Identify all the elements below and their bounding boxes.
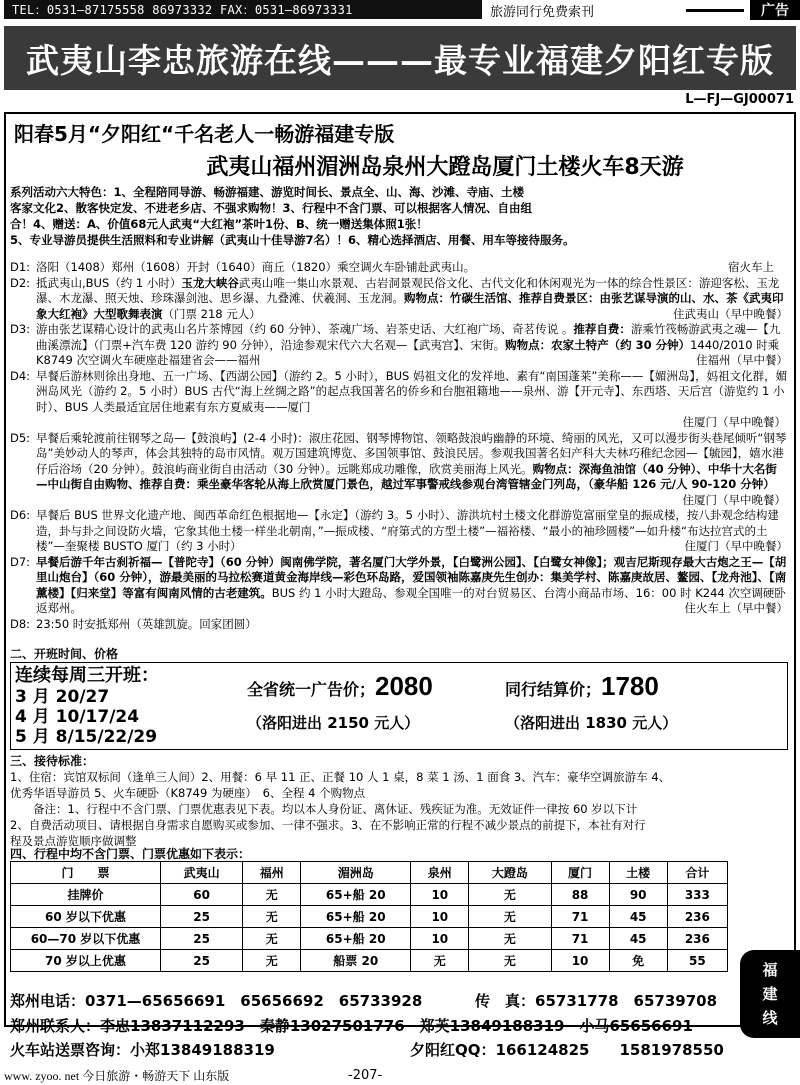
- table-cell: 71: [551, 928, 609, 950]
- train-label: 火车站送票咨询：: [10, 1041, 131, 1059]
- day-lodging: 住厦门（早中晚餐）: [682, 492, 786, 507]
- day-6: [10, 508, 788, 555]
- table-cell: 70 岁以上优惠: [11, 950, 161, 972]
- day-7: [10, 555, 788, 617]
- table-row: [11, 928, 728, 950]
- table-cell: 免: [609, 950, 667, 972]
- optional-note: 推荐自费：: [573, 322, 631, 336]
- table-cell: 90: [609, 884, 667, 906]
- itinerary: [10, 260, 788, 632]
- qq-label: 夕阳红QQ：: [410, 1041, 496, 1059]
- shopping-note: 购物点：深海鱼油馆（40 分钟）、中华十大名街—中山街自由购物、推荐自费：乘坐豪华客轮从海上欣赏厦门景色，越过军事警戒线参观台湾管辖金门列岛，（豪华船 126 元/人 90-120 分钟）: [36, 461, 777, 491]
- day-label: D3:: [10, 322, 31, 336]
- table-row: [11, 906, 728, 928]
- table-cell: 236: [667, 906, 727, 928]
- table-cell: 无: [469, 906, 551, 928]
- qq-group: [410, 1039, 724, 1060]
- day-lodging: 住厦门（早中晚餐）: [684, 539, 788, 553]
- day-text: （门票 218 元人）: [162, 306, 261, 321]
- retail-price-block: [247, 671, 433, 733]
- phone-numbers: 0371—65656691 65656692 65733928: [85, 992, 423, 1010]
- section-heading: 二、开班时间、价格: [10, 647, 119, 661]
- day-label: D8:: [10, 616, 31, 631]
- feature-line: 客家文化2、散客快定发、不进老乡店、不强求购物！3、行程中不含门票、可以根据客人情况、自由组: [10, 201, 532, 215]
- standard-line: 1、住宿：宾馆双标间（逢单三人间）2、用餐：6 早 11 正、正餐 10 人 1 桌，8 菜 1 汤、1 面食 3、汽车：豪华空调旅游车 4、: [10, 770, 671, 784]
- trade-price-note: （洛阳进出 1830 元人）: [505, 714, 678, 732]
- table-cell: 无: [243, 928, 301, 950]
- table-cell: 65+船 20: [301, 928, 411, 950]
- page-number: -207-: [348, 1068, 383, 1083]
- schedule-date: 5 月 8/15/22/29: [15, 727, 158, 747]
- train-contact: 小郑13849188319: [130, 1041, 275, 1059]
- phone-label: 郑州电话：: [10, 992, 86, 1010]
- standard-line: 优秀华语导游员 5、火车硬卧（K8749 为硬座） 6、全程 4 个购物点: [10, 786, 366, 800]
- table-cell: 10: [411, 884, 469, 906]
- day-label: D1:: [10, 260, 31, 274]
- table-cell: 65+船 20: [301, 884, 411, 906]
- table-cell: 无: [243, 884, 301, 906]
- service-standards: [10, 769, 788, 849]
- side-tab-char: 建: [762, 985, 778, 1003]
- table-cell: 65+船 20: [301, 906, 411, 928]
- trade-price-label: 同行结算价；: [505, 680, 602, 699]
- table-cell: 25: [161, 928, 243, 950]
- day-text: 早餐后乘轮渡前往钢琴之岛—【鼓浪屿】(2-4 小时)：淑庄花园、钢琴博物馆、领略鼓浪屿幽静的环境、绮丽的风光，又可以漫步街头巷尾倾听“钢琴岛”美妙动人的琴声，体会其独特的岛市风情。观万国建筑博览、多国领事馆、鼓浪民居。参观我国著名妇产科大夫林巧稚纪念园—【毓园】，嬉水港仔后浴场（20 分钟）。鼓浪屿商业街自由活动（30 分钟）。远眺郑成功雕像，欣赏美丽海上风光。: [36, 430, 787, 476]
- day-text: 早餐后游林则徐出身地、五一广场、【西湖公园】（游约 2。5 小时），BUS 妈祖文化的发祥地、素有“南国蓬莱”美称——【媚洲岛】，妈祖文化群，媚洲岛风光（游约 2。5 小时）BUS 古代“海上丝绸之路”的起点我国著名的侨乡和台胞祖籍地——泉州、游【开元寺】、东西塔、天后宫（游览约 1 小时）、BUS 人类最适宜居住地素有东方夏威夷——厦门: [36, 368, 788, 414]
- footer-train-line: [10, 1039, 730, 1060]
- day-text: 游由张艺谋精心设计的武夷山名片茶博园（约 60 分钟）、茶魂广场、岩茶史话、大红袍广场、奇茗传说 。: [36, 322, 574, 336]
- schedule-dates: [15, 665, 237, 747]
- table-cell: 10: [551, 950, 609, 972]
- table-cell: 71: [551, 906, 609, 928]
- table-cell: 无: [243, 950, 301, 972]
- day-4: [10, 369, 788, 431]
- day-lodging: 住武夷山（早中晚餐）: [673, 306, 788, 321]
- fax-group: [475, 990, 717, 1011]
- shopping-note: 购物点：竹碳生活馆、推荐自费景区：: [404, 291, 600, 305]
- day-8: [10, 617, 788, 633]
- route-code: L—FJ—GJ00071: [685, 92, 794, 107]
- standard-line: 2、自费活动项目、请根据自身需求自愿购买或参加、一律不强求。3、在不影响正常的行程不减少景点的前提下，本社有对行: [10, 818, 646, 832]
- table-cell: 无: [243, 906, 301, 928]
- optional-show: 由张艺谋导演的山、水、茶《武夷印象大红袍》大型歌舞表演: [36, 291, 784, 321]
- table-header: 福州: [243, 862, 301, 884]
- table-header: 门 票: [11, 862, 161, 884]
- day-text: 游乘竹筏畅游武夷之魂—【九曲溪漂流】（门票+汽车费 120 游约 90 分钟），沿途参观宋代六大名观—【武夷宫】、宋街。: [36, 322, 781, 352]
- day-label: D6:: [10, 508, 31, 522]
- table-header: 大蹬岛: [469, 862, 551, 884]
- day-2: [10, 276, 788, 323]
- fax-label: 传 真：: [475, 992, 536, 1010]
- retail-price: 2080: [375, 671, 433, 701]
- table-cell: 10: [411, 928, 469, 950]
- side-tab-char: 福: [762, 961, 778, 979]
- table-header: 泉州: [411, 862, 469, 884]
- tour-title-line2: 武夷山福州湄洲岛泉州大蹬岛厦门土楼火车8天游: [206, 155, 684, 180]
- footer-phone-line: [10, 990, 730, 1011]
- trade-price: 1780: [601, 671, 659, 701]
- schedule-box: [10, 662, 788, 750]
- tour-title-line1: 阳春5月“夕阳红“千名老人一畅游福建专版: [14, 122, 395, 146]
- retail-price-note: （洛阳进出 2150 元人）: [247, 714, 420, 732]
- ad-tag: 广告: [750, 0, 800, 20]
- day-text: 1440/2010 时乘 K8749 次空调火车硬座赴福建省会——福州: [36, 337, 780, 367]
- contacts-label: 郑州联系人：: [10, 1017, 101, 1035]
- table-cell: 25: [161, 906, 243, 928]
- table-cell: 45: [609, 928, 667, 950]
- ad-label-area: [686, 0, 800, 20]
- feature-line: 5、专业导游员提供生活照料和专业讲解（武夷山十佳导游7名）！6、精心选择酒店、用餐、用车等接待服务。: [10, 233, 575, 247]
- table-cell: 55: [667, 950, 727, 972]
- header-contact: TEL：0531—87175558 86973332 FAX：0531—86973331: [4, 0, 482, 19]
- scenic-spot: 玉龙大峡谷: [181, 275, 239, 290]
- day-lodging: 住火车上（早中餐）: [684, 601, 788, 615]
- day-label: D4:: [10, 368, 31, 383]
- day-text: BUS 约 1 小时大蹬岛、参观全国唯一的对台贸易区、台湾小商品市场、16：00 时 K244 次空调硬卧返郑州。: [36, 585, 786, 615]
- schedule-date: 3 月 20/27: [15, 687, 110, 707]
- divider: [686, 9, 744, 12]
- standard-line: 程及景点游览顺序做调整: [10, 834, 137, 848]
- table-cell: 挂牌价: [11, 884, 161, 906]
- side-tab-char: 线: [762, 1009, 778, 1027]
- day-1: [10, 260, 788, 276]
- table-header: 湄洲岛: [301, 862, 411, 884]
- contacts: 李忠13837112293 秦静13027501776 郑芙13849188319 小马65656691: [100, 1017, 693, 1035]
- fax-numbers: 65731778 65739708: [535, 992, 718, 1010]
- day-text: 早餐后游千年古刹祈福—【普陀寺】（60 分钟）闽南佛学院，著名厦门大学外景，【白鹭洲公园】、【白鹭女神像】；观吉尼斯现存最大古炮之王—【胡里山炮台】（60 分钟），游最美丽的马拉松赛道黄金海岸线—彩色环岛路，爱国领袖陈嘉庚先生创办：集美学村、陈嘉庚故居、鳌园、【龙舟池】、【南薰楼】【归来堂】等富有闽南风情的古老建筑。: [36, 554, 787, 600]
- table-header: 合计: [667, 862, 727, 884]
- section-heading: 四、行程中均不含门票、门票优惠如下表示：: [10, 847, 251, 861]
- day-label: D7:: [10, 554, 31, 569]
- feature-line: 合！4、赠送：A、价值68元人武夷“大红袍”茶叶1份、B、统一赠送集体照1张！: [10, 217, 428, 231]
- trade-price-block: [505, 671, 677, 733]
- table-cell: 60: [161, 884, 243, 906]
- standard-line: 备注：1、行程中不含门票、门票优惠表见下表。均以本人身份证、离休证、残疾证为准。无效证件一律按 60 岁以下计: [10, 802, 638, 816]
- top-bar: [0, 0, 800, 22]
- table-cell: 60 岁以下优惠: [11, 906, 161, 928]
- day-lodging: 住福州（早中餐）: [696, 353, 788, 367]
- shopping-note: 购物点：农家土特产（约 30 分钟）: [505, 337, 691, 352]
- table-cell: 无: [469, 884, 551, 906]
- table-header: 土楼: [609, 862, 667, 884]
- table-cell: 船票 20: [301, 950, 411, 972]
- table-row: [11, 884, 728, 906]
- banner-title: 武夷山李忠旅游在线———最专业福建夕阳红专版: [4, 26, 796, 90]
- table-cell: 10: [411, 906, 469, 928]
- retail-price-label: 全省统一广告价；: [247, 680, 376, 699]
- day-text: 抵武夷山,BUS（约 1 小时）: [36, 275, 182, 290]
- table-header-row: [11, 862, 728, 884]
- ticket-table: [10, 861, 728, 972]
- table-cell: 无: [411, 950, 469, 972]
- day-text: 洛阳（1408）郑州（1608）开封（1640）商丘（1820）乘空调火车卧铺赴武夷山。: [36, 260, 476, 274]
- feature-list: [10, 184, 788, 248]
- table-cell: 333: [667, 884, 727, 906]
- table-cell: 236: [667, 928, 727, 950]
- day-lodging: 宿火车上: [728, 260, 774, 274]
- day-text: 23:50 时安抵郑州（英雄凯旋。回家团圆）: [36, 616, 257, 631]
- schedule-heading: 连续每周三开班：: [15, 665, 159, 686]
- table-cell: 45: [609, 906, 667, 928]
- section-heading: 三、接待标准：: [10, 754, 95, 768]
- day-lodging: 住厦门（早中晚餐）: [682, 415, 786, 429]
- side-tab-fujian-line: [740, 950, 800, 1038]
- day-label: D5:: [10, 430, 31, 445]
- table-cell: 60—70 岁以下优惠: [11, 928, 161, 950]
- day-label: D2:: [10, 275, 31, 290]
- day-5: [10, 431, 788, 509]
- table-header: 厦门: [551, 862, 609, 884]
- table-cell: 无: [469, 950, 551, 972]
- qq-numbers: 166124825 1581978550: [495, 1041, 724, 1059]
- header-slogan: 旅游同行免费索刊: [490, 5, 595, 20]
- table-cell: 25: [161, 950, 243, 972]
- day-3: [10, 322, 788, 369]
- table-cell: 88: [551, 884, 609, 906]
- site-credit: www. zyoo. net 今日旅游・畅游天下 山东版: [4, 1069, 230, 1083]
- table-cell: 无: [469, 928, 551, 950]
- page-footer: [4, 1066, 796, 1085]
- table-row: [11, 950, 728, 972]
- feature-line: 系列活动六大特色：1、全程陪同导游、畅游福建、游览时间长、景点全、山、海、沙滩、寺庙、土楼: [10, 185, 524, 199]
- day-text: 武夷山唯一集山水景观、古岩洞景观民俗文化、古代文化和休闲观光为一体的综合性景区：游迎客松、玉龙瀑、木龙瀑、照天烛、珍珠瀑剑池、思乡瀑、九叠滩、伏羲洞、玉龙洞。: [36, 275, 780, 305]
- schedule-date: 4 月 10/17/24: [15, 707, 140, 727]
- table-header: 武夷山: [161, 862, 243, 884]
- footer-contacts-line: [10, 1015, 730, 1036]
- day-text: 早餐后 BUS 世界文化遗产地、闽西革命红色根据地—【永定】（游约 3。5 小时）、游洪坑村土楼文化群游览富丽堂皇的振成楼，按八卦观念结构建造，卦与卦之间设防火墙，它象其他土楼一样坐北朝南，”—振成楼、“府第式的方型土楼”—福裕楼、“最小的袖珍圆楼”—如升楼“布达拉宫式的土楼”—奎聚楼 BUSTO 厦门（约 3 小时）: [36, 508, 779, 553]
